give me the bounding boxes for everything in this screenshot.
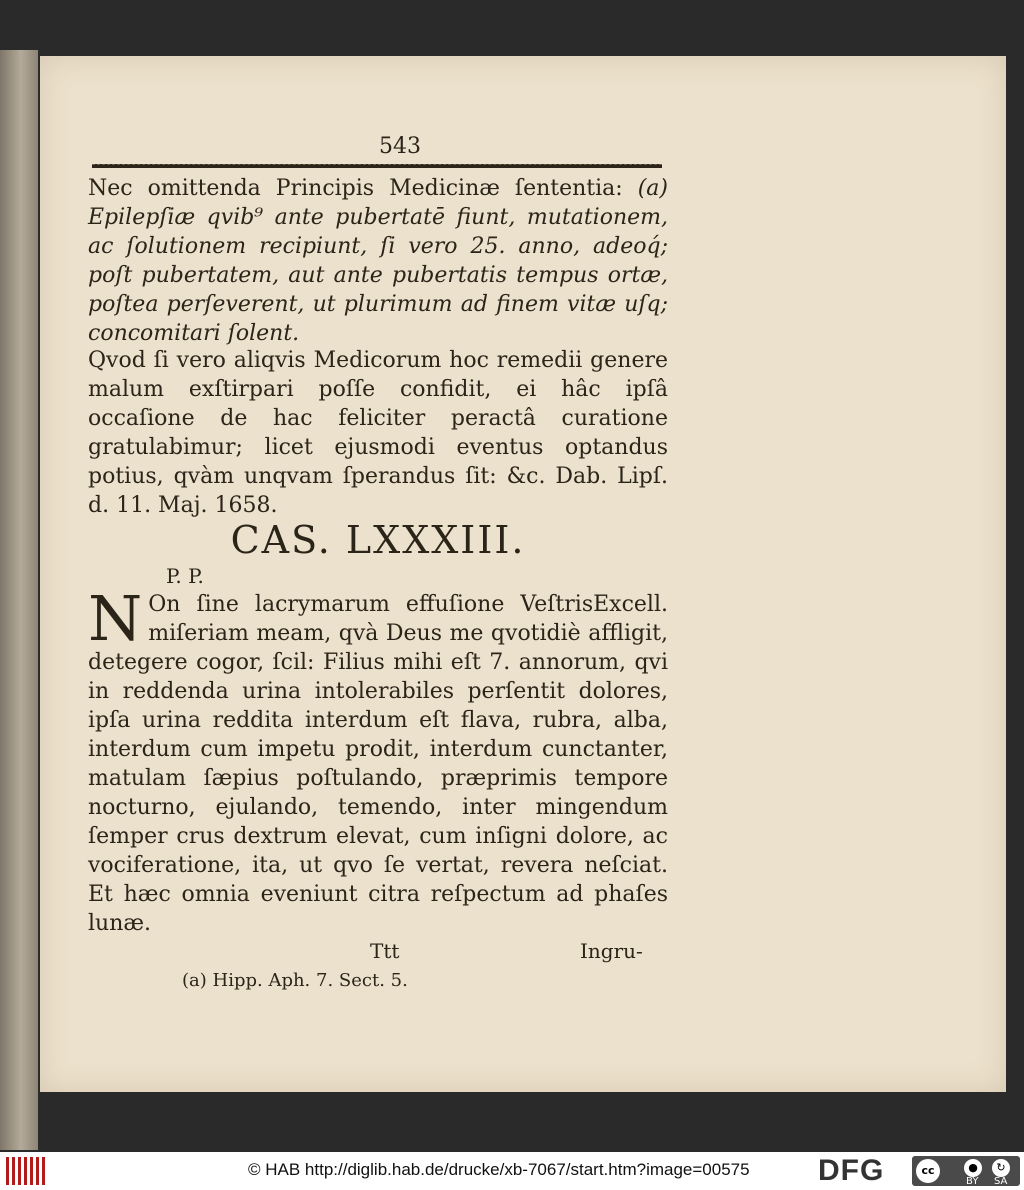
attribution-icon: ● [964, 1159, 982, 1177]
paragraph-italic-text: (a) Epilepſiæ qvib⁹ ante pubertatē fiunt, mutationem, ac ſolutionem recipiunt, ſi vero 25. anno, adeoq́; poſt pubertatem, aut ante pubertatis tempus ortæ, poſtea perſeverent, ut plurimum ad finem vitæ uſq; concomitari ſolent. [88, 176, 668, 346]
salutation: P. P. [166, 564, 204, 588]
share-alike-icon: ↻ [992, 1159, 1010, 1177]
paragraph-case-text: On ſine lacrymarum effuſione VeſtrisExcell. miſeriam meam, qvà Deus me qvotidiè affligit, detegere cogor, ſcil: Filius mihi eſt 7. annorum, qvi in reddenda urina intolerabiles perſentit dolores, ipſa urina reddita interdum eſt flava, rubra, alba, interdum cum impetu prodit, interdum cunctanter, matulam ſæpius poſtulando, præprimis tempore nocturno, ejulando, temendo, inter mingendum ſemper crus dextrum elevat, cum inſigni dolore, ac vociferatione, ita, ut qvo ſe vertat, revera neſciat. Et hæc omnia eveniunt citra reſpectum ad phaſes lunæ. [88, 592, 668, 936]
catchword: Ingru- [580, 939, 643, 963]
paragraph-hippocrates-quote [88, 174, 668, 348]
page-number: 543 [379, 134, 421, 159]
book-spine-edge [0, 50, 38, 1150]
book-page [40, 56, 1006, 1092]
hab-logo-icon [6, 1157, 48, 1185]
paragraph-remedy: Qvod ſi vero aliqvis Medicorum hoc remedii genere malum exſtirpari poſſe confidit, ei hâc ipſâ occaſione de hac feliciter peractâ curatione gratulabimur; licet ejusmodi eventus optandus potius, qvàm unqvam ſperandus ſit: &c. Dab. Lipſ. d. 11. Maj. 1658. [88, 348, 668, 518]
footnote: (a) Hipp. Aph. 7. Sect. 5. [182, 970, 408, 991]
license-by-label: BY [966, 1176, 979, 1187]
copyright-link[interactable]: © HAB http://diglib.hab.de/drucke/xb-7067/start.htm?image=00575 [248, 1160, 750, 1179]
paragraph-roman-text: Nec omittenda Principis Medicinæ ſententia: [88, 176, 623, 201]
license-sa-label: SA [994, 1176, 1008, 1187]
cc-icon: cc [916, 1159, 940, 1183]
dfg-logo: DFG [818, 1154, 885, 1187]
viewer-footer [0, 1152, 1024, 1190]
drop-cap: N [88, 582, 143, 655]
header-rule [92, 164, 662, 168]
paragraph-case-letter [88, 582, 668, 938]
cc-license-badge[interactable] [912, 1156, 1020, 1186]
case-heading: CAS. LXXXIII. [230, 518, 526, 562]
signature-mark: Ttt [370, 939, 400, 963]
